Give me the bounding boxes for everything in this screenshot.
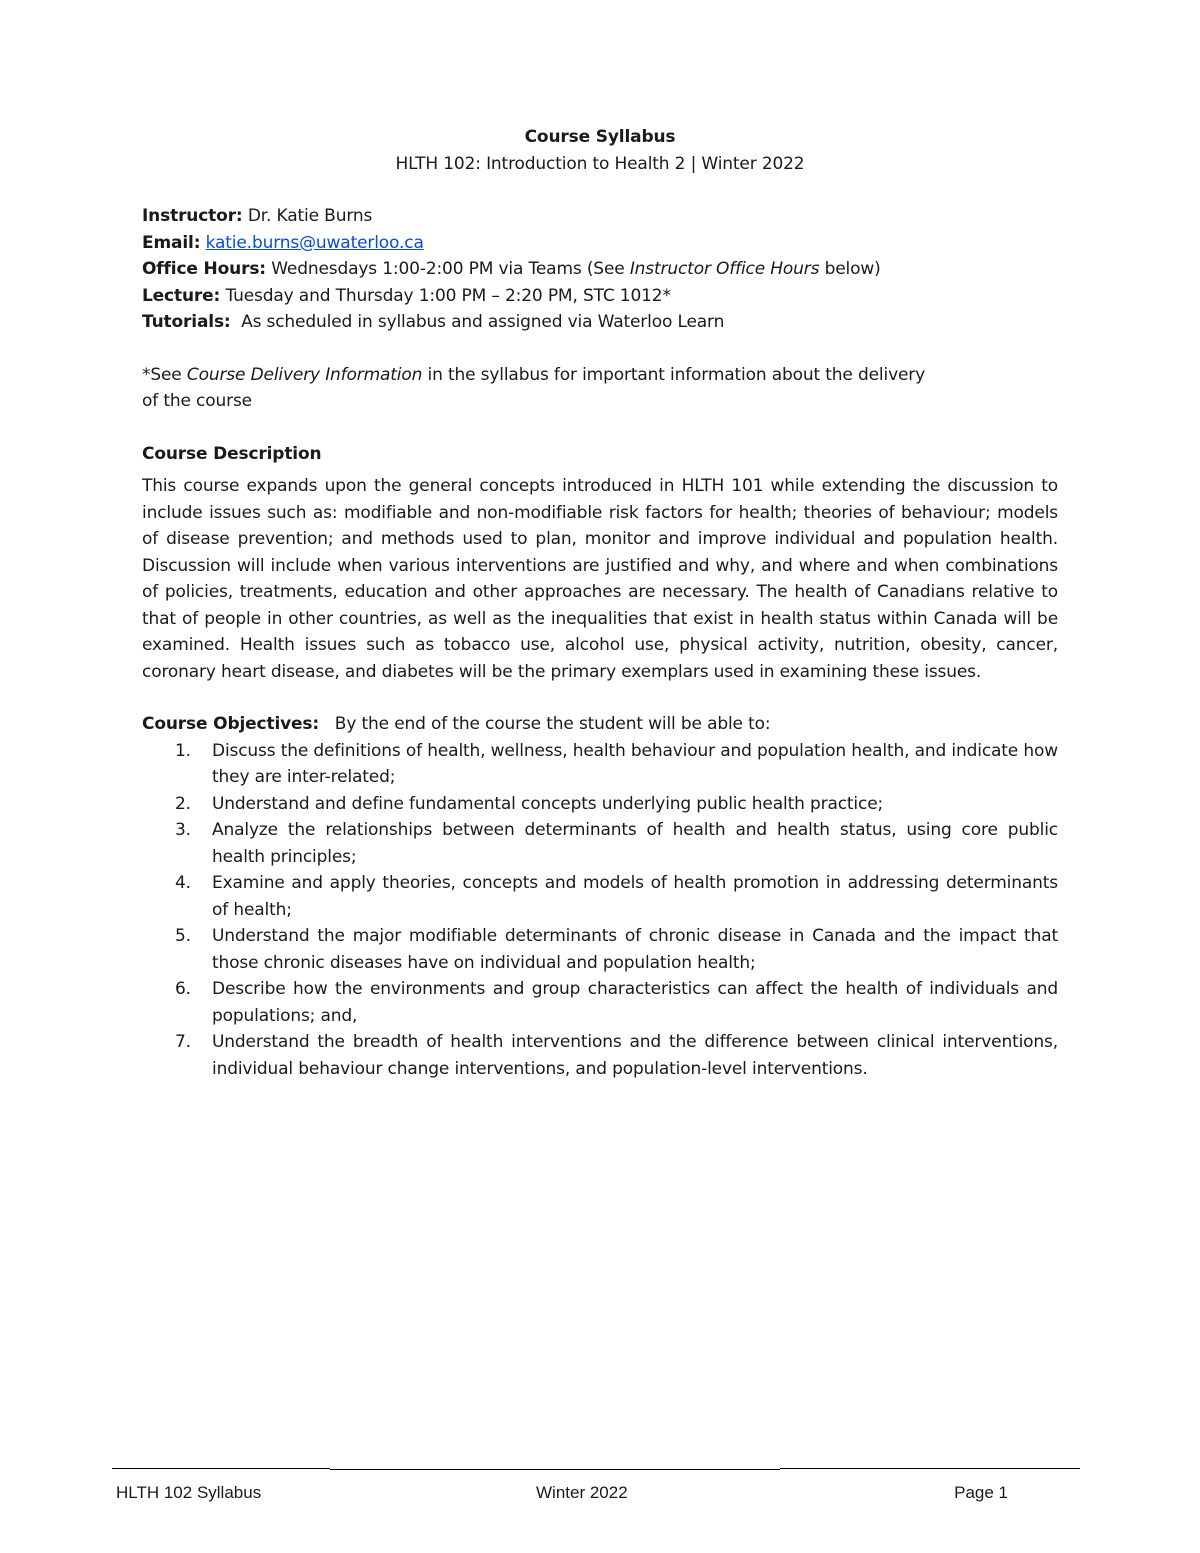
list-item xyxy=(142,738,1058,791)
list-item-text: Analyze the relationships between determinants of health and health status, using core public health principles; xyxy=(212,820,1058,867)
document-title: Course Syllabus xyxy=(524,127,676,147)
email-link[interactable]: katie.burns@uwaterloo.ca xyxy=(205,232,424,253)
delivery-note-italic: Course Delivery Information xyxy=(186,364,423,385)
instructor-line xyxy=(142,203,1058,230)
office-hours-value-pre: Wednesdays 1:00-2:00 PM via Teams (See xyxy=(265,259,630,279)
page-footer xyxy=(112,1468,1080,1508)
list-item-number: 2. xyxy=(175,793,191,814)
list-item-number: 5. xyxy=(175,926,191,946)
lecture-line xyxy=(142,283,1058,310)
lecture-value: Tuesday and Thursday 1:00 PM – 2:20 PM, STC 1012* xyxy=(220,285,671,306)
page-content xyxy=(142,124,1058,1082)
list-item-text: Understand and define fundamental concepts underlying public health practice; xyxy=(212,793,884,814)
list-item xyxy=(142,817,1058,870)
delivery-note-post-2: of the course xyxy=(142,391,252,411)
footer-term: Winter 2022 xyxy=(536,1483,628,1502)
list-item xyxy=(142,923,1058,976)
list-item-text: Understand the major modifiable determinants of chronic disease in Canada and the impact that those chronic diseases have on individual and population health; xyxy=(212,926,1058,973)
list-item-text: Describe how the environments and group characteristics can affect the health of individuals and populations; and, xyxy=(212,979,1058,1026)
list-item-text: Understand the breadth of health interventions and the difference between clinical interventions, individual behaviour change interventions, and population-level interventions. xyxy=(212,1032,1058,1079)
list-item-text: Examine and apply theories, concepts and models of health promotion in addressing determinants of health; xyxy=(212,873,1058,920)
list-item-number: 6. xyxy=(175,979,191,999)
list-item-number: 4. xyxy=(175,873,191,893)
office-hours-value-italic: Instructor Office Hours xyxy=(629,259,820,279)
tutorials-label: Tutorials: xyxy=(142,312,231,332)
office-hours-value-post: below) xyxy=(819,259,881,279)
description-body: This course expands upon the general concepts introduced in HLTH 101 while extending the discussion to include issues such as: modifiable and non-modifiable risk factors for health; theories of behaviour; models of disease prevention; and methods used to plan, monitor and improve individual and population health. Discussion will include when various interventions are justified and why, and where and when combinations of policies, treatments, education and other approaches are necessary. The health of Canadians relative to that of people in other countries, as well as the inequalities that exist in health status within Canada will be examined. Health issues such as tobacco use, alcohol use, physical activity, nutrition, obesity, cancer, coronary heart disease, and diabetes will be the primary exemplars used in examining these issues. xyxy=(142,476,1058,682)
lecture-label: Lecture: xyxy=(142,285,221,306)
office-hours-label: Office Hours: xyxy=(142,259,266,279)
objectives-list xyxy=(142,738,1058,1083)
objectives-heading: Course Objectives: xyxy=(142,714,320,734)
footer-divider xyxy=(780,1468,1080,1469)
footer-course: HLTH 102 Syllabus xyxy=(116,1483,262,1502)
list-item xyxy=(142,791,1058,818)
description-heading: Course Description xyxy=(142,443,322,464)
list-item-text: Discuss the definitions of health, wellness, health behaviour and population health, and indicate how they are inter-related; xyxy=(212,740,1058,787)
list-item xyxy=(142,870,1058,923)
footer-divider xyxy=(112,1468,330,1469)
office-hours-line xyxy=(142,256,1058,283)
objectives-intro: By the end of the course the student will be able to: xyxy=(319,714,771,734)
list-item-number: 7. xyxy=(175,1032,191,1052)
list-item-number: 1. xyxy=(175,740,191,761)
email-line xyxy=(142,230,1058,257)
list-item-number: 3. xyxy=(175,820,191,840)
document-subtitle: HLTH 102: Introduction to Health 2 | Winter 2022 xyxy=(395,153,805,174)
footer-page-number: Page 1 xyxy=(954,1483,1008,1502)
tutorials-line xyxy=(142,309,1058,336)
delivery-note xyxy=(142,362,1058,415)
objectives-heading-line xyxy=(142,711,1058,738)
tutorials-value: As scheduled in syllabus and assigned via Waterloo Learn xyxy=(230,312,725,332)
delivery-note-pre: *See xyxy=(142,364,187,385)
footer-divider xyxy=(330,1469,780,1470)
list-item xyxy=(142,1029,1058,1082)
delivery-note-post-1: in the syllabus for important information about the delivery xyxy=(422,364,926,385)
instructor-value: Dr. Katie Burns xyxy=(242,206,373,226)
email-label: Email: xyxy=(142,232,201,253)
list-item xyxy=(142,976,1058,1029)
instructor-label: Instructor: xyxy=(142,206,243,226)
